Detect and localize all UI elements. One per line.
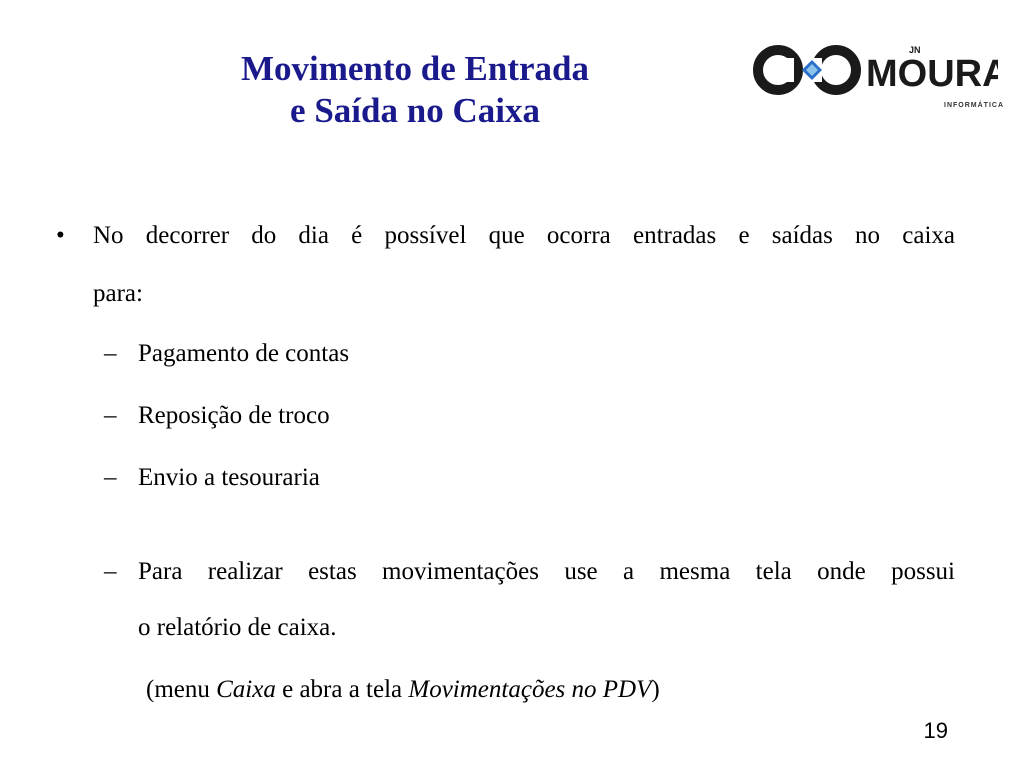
logo-brand-text: MOURA (866, 53, 998, 95)
menu-hint-prefix: (menu (146, 676, 217, 703)
menu-hint (146, 676, 660, 704)
dash-mark: – (104, 558, 117, 585)
moura-logo-icon (752, 28, 998, 112)
bullet-mark: • (56, 222, 65, 249)
slide-title-line-2: e Saída no Caixa (290, 91, 540, 130)
logo-badge-text: JN (909, 45, 921, 55)
note-line-1: Para realizar estas movimentações use a mesma tela onde possui (138, 558, 955, 585)
slide-title-line-1: Movimento de Entrada (240, 49, 590, 88)
slide-title (190, 48, 640, 132)
list-item-treasury: Envio a tesouraria (138, 464, 320, 491)
menu-hint-suffix: ) (651, 676, 660, 703)
dash-mark: – (104, 340, 117, 367)
list-item-payment: Pagamento de contas (138, 340, 350, 367)
page-number: 19 (923, 718, 948, 743)
menu-hint-middle: e abra a tela (275, 676, 409, 703)
list-item-change: Reposição de troco (138, 402, 330, 429)
menu-hint-screen-name: Movimentações no PDV (408, 676, 652, 703)
note-line-2: o relatório de caixa. (138, 614, 337, 641)
dash-mark: – (104, 464, 117, 491)
dash-mark: – (104, 402, 117, 429)
intro-line-1: No decorrer do dia é possível que ocorra entradas e saídas no caixa (93, 222, 955, 249)
menu-hint-menu-name: Caixa (216, 676, 276, 703)
logo-subtitle: INFORMÁTICA (944, 102, 1004, 109)
intro-line-2: para: (93, 280, 143, 307)
company-logo (752, 28, 998, 112)
